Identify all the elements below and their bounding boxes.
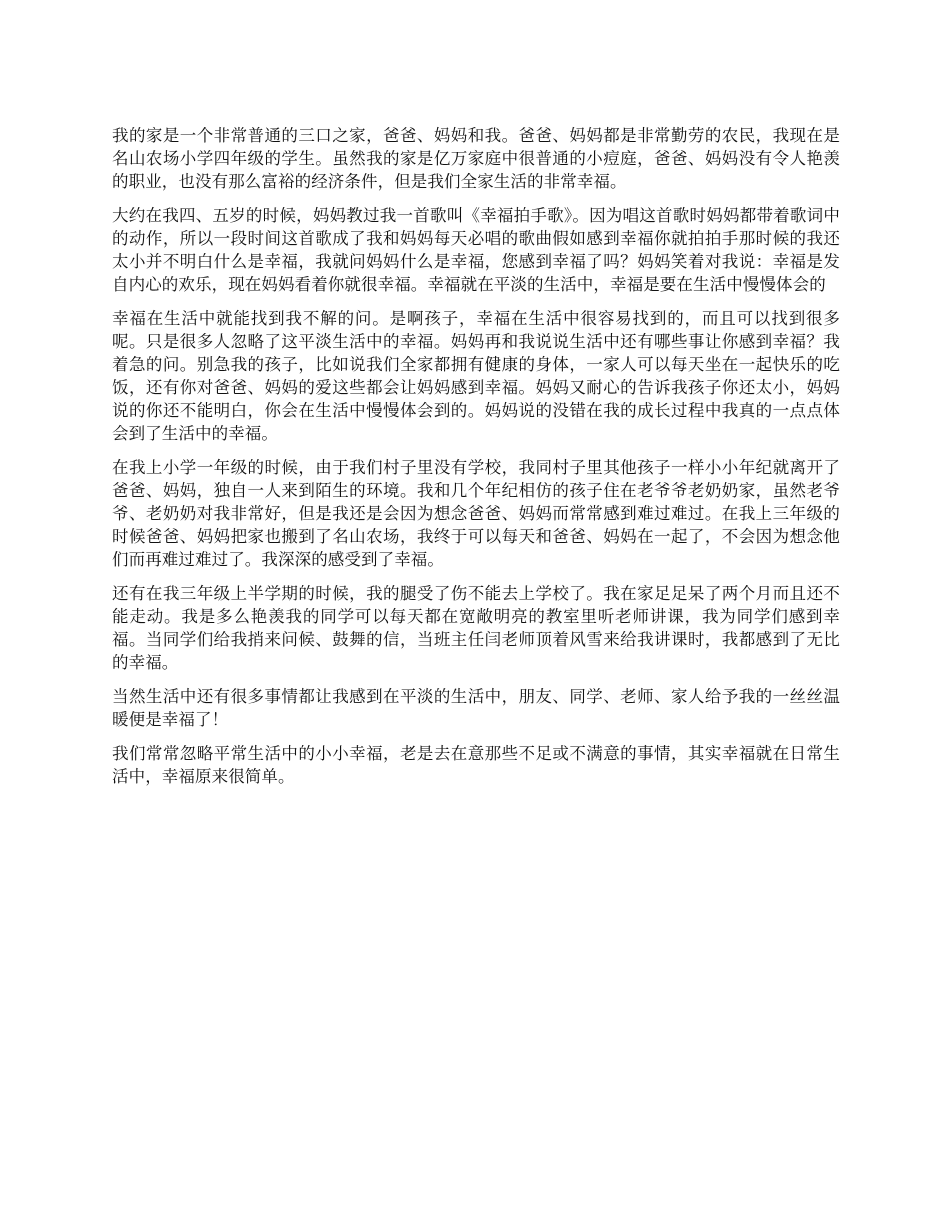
paragraph-6: 当然生活中还有很多事情都让我感到在平淡的生活中，朋友、同学、老师、家人给予我的一丝丝温暖便是幸福了！ [112,687,840,729]
paragraph-2: 大约在我四、五岁的时候，妈妈教过我一首歌叫《幸福拍手歌》。因为唱这首歌时妈妈都带着歌词中的动作，所以一段时间这首歌成了我和妈妈每天必唱的歌曲假如感到幸福你就拍拍手那时候的我还太小并不明白什么是幸福，我就问妈妈什么是幸福，您感到幸福了吗？妈妈笑着对我说：幸福是发自内心的欢乐，现在妈妈看着你就很幸福。幸福就在平淡的生活中，幸福是要在生活中慢慢体会的 [112,206,840,294]
paragraph-1: 我的家是一个非常普通的三口之家，爸爸、妈妈和我。爸爸、妈妈都是非常勤劳的农民，我现在是名山农场小学四年级的学生。虽然我的家是亿万家庭中很普通的小痘庭，爸爸、妈妈没有令人艳羡的职业，也没有那么富裕的经济条件，但是我们全家生活的非常幸福。 [112,126,840,191]
document-page [112,124,840,799]
paragraph-3: 幸福在生活中就能找到我不解的问。是啊孩子，幸福在生活中很容易找到的，而且可以找到很多呢。只是很多人忽略了这平淡生活中的幸福。妈妈再和我说说生活中还有哪些事让你感到幸福？我着急的问。别急我的孩子，比如说我们全家都拥有健康的身体，一家人可以每天坐在一起快乐的吃饭，还有你对爸爸、妈妈的爱这些都会让妈妈感到幸福。妈妈又耐心的告诉我孩子你还太小，妈妈说的你还不能明白，你会在生活中慢慢体会到的。妈妈说的没错在我的成长过程中我真的一点点体会到了生活中的幸福。 [112,309,840,443]
paragraph-5: 还有在我三年级上半学期的时候，我的腿受了伤不能去上学校了。我在家足足呆了两个月而且还不能走动。我是多么艳羡我的同学可以每天都在宽敞明亮的教室里听老师讲课，我为同学们感到幸福。当同学们给我捎来问候、鼓舞的信，当班主任闫老师顶着风雪来给我讲课时，我都感到了无比的幸福。 [112,584,840,672]
paragraph-4: 在我上小学一年级的时候，由于我们村子里没有学校，我同村子里其他孩子一样小小年纪就离开了爸爸、妈妈，独自一人来到陌生的环境。我和几个年纪相仿的孩子住在老爷爷老奶奶家，虽然老爷爷、老奶奶对我非常好，但是我还是会因为想念爸爸、妈妈而常常感到难过难过。在我上三年级的时候爸爸、妈妈把家也搬到了名山农场，我终于可以每天和爸爸、妈妈在一起了，不会因为想念他们而再难过难过了。我深深的感受到了幸福。 [112,458,840,569]
paragraph-7: 我们常常忽略平常生活中的小小幸福，老是去在意那些不足或不满意的事情，其实幸福就在日常生活中，幸福原来很简单。 [112,744,840,786]
